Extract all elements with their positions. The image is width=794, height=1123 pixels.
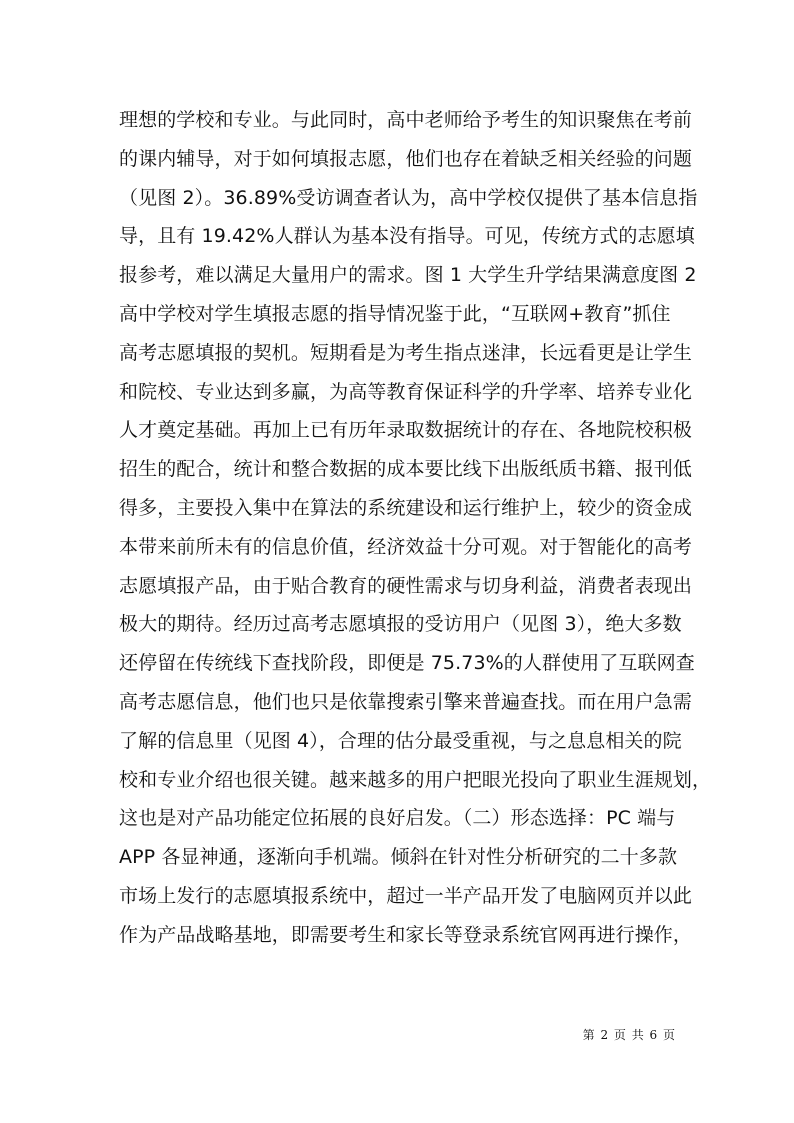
text-line: 市场上发行的志愿填报系统中，超过一半产品开发了电脑网页并以此 (119, 884, 693, 907)
text-line: 本带来前所未有的信息价值，经济效益十分可观。对于智能化的高考 (119, 535, 693, 558)
text-line: 高考志愿信息，他们也只是依靠搜索引擎来普遍查找。而在用户急需 (119, 690, 693, 713)
text-line: 人才奠定基础。再加上已有历年录取数据统计的存在、各地院校积极 (119, 419, 693, 442)
page-number-footer: 第 2 页 共 6 页 (582, 1028, 676, 1042)
text-line: 这也是对产品功能定位拓展的良好启发。（二）形态选择：PC 端与 (119, 807, 676, 830)
text-line: 的课内辅导，对于如何填报志愿，他们也存在着缺乏相关经验的问题 (119, 147, 693, 170)
text-line: 导，且有 19.42%人群认为基本没有指导。可见，传统方式的志愿填 (119, 225, 695, 248)
text-line: 招生的配合，统计和整合数据的成本要比线下出版纸质书籍、报刊低 (119, 458, 693, 481)
text-line: 校和专业介绍也很关键。越来越多的用户把眼光投向了职业生涯规划， (119, 768, 712, 791)
text-line: 理想的学校和专业。与此同时，高中老师给予考生的知识聚焦在考前 (119, 109, 693, 131)
text-line: 高中学校对学生填报志愿的指导情况鉴于此，“互联网+教育”抓住 (119, 302, 671, 325)
text-line: 报参考，难以满足大量用户的需求。图 1 大学生升学结果满意度图 2 (119, 264, 697, 287)
text-line: 和院校、专业达到多赢，为高等教育保证科学的升学率、培养专业化 (119, 380, 693, 403)
text-line: 作为产品战略基地，即需要考生和家长等登录系统官网再进行操作， (119, 923, 693, 946)
text-line: 志愿填报产品，由于贴合教育的硬性需求与切身利益，消费者表现出 (119, 574, 693, 597)
text-line: 高考志愿填报的契机。短期看是为考生指点迷津，长远看更是让学生 (119, 341, 693, 364)
text-line: 极大的期待。经历过高考志愿填报的受访用户（见图 3），绝大多数 (119, 613, 682, 636)
body-text (119, 101, 712, 955)
text-line: （见图 2）。36.89%受访调查者认为，高中学校仅提供了基本信息指 (119, 186, 698, 209)
text-line: 还停留在传统线下查找阶段，即便是 75.73%的人群使用了互联网查 (119, 652, 695, 675)
text-line: 了解的信息里（见图 4），合理的估分最受重视，与之息息相关的院 (119, 729, 682, 752)
text-line: 得多，主要投入集中在算法的系统建设和运行维护上，较少的资金成 (119, 496, 693, 519)
text-line: APP 各显神通，逐渐向手机端。倾斜在针对性分析研究的二十多款 (119, 846, 678, 869)
